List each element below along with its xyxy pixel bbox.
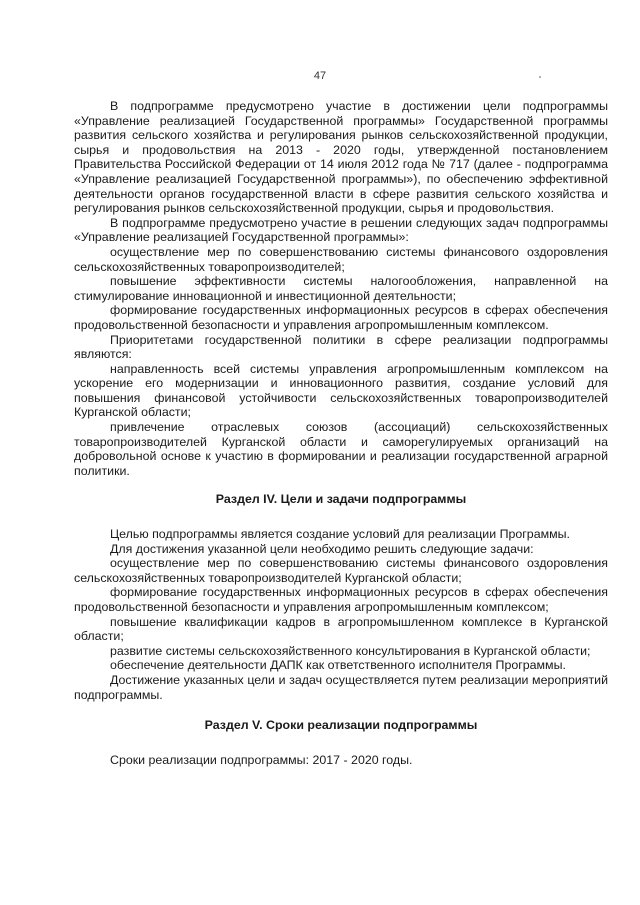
paragraph: Достижение указанных цели и задач осуществляется путем реализации мероприятий подпрограммы.: [74, 672, 608, 702]
paragraph: В подпрограмме предусмотрено участие в решении следующих задач подпрограммы «Управление реализацией Государственной программы»:: [74, 215, 608, 245]
list-item: осуществление мер по совершенствованию системы финансового оздоровления сельскохозяйственных товаропроизводителей;: [74, 244, 608, 274]
list-item: осуществление мер по совершенствованию системы финансового оздоровления сельскохозяйственных товаропроизводителей Курганской области;: [74, 556, 608, 585]
list-item: повышение квалификации кадров в агропромышленном комплексе в Курганской области;: [74, 614, 608, 644]
paragraph: Сроки реализации подпрограммы: 2017 - 2020 годы.: [110, 752, 413, 767]
section-heading-v: Раздел V. Сроки реализации подпрограммы: [204, 718, 478, 733]
paragraph: Для достижения указанной цели необходимо решить следующие задачи:: [110, 541, 534, 556]
list-item: формирование государственных информационных ресурсов в сферах обеспечения продовольственной безопасности и управления агропромышленным комплексом.: [74, 303, 608, 332]
document-body: [74, 99, 608, 767]
section-heading-iv: Раздел IV. Цели и задачи подпрограммы: [215, 492, 467, 507]
paragraph: Целью подпрограммы является создание условий для реализации Программы.: [110, 527, 570, 542]
paragraph: В подпрограмме предусмотрено участие в достижении цели подпрограммы «Управление реализацией Государственной программы» Государственной программы развития сельского хозяйства и регулирования рынков сельскохозяйственной продукции, сырья и продовольствия на 2013 - 2020 годы, утвержденной постановлением Правительства Российской Федерации от 14 июля 2012 года № 717 (далее - подпрограмма «Управление реализацией Государственной программы»), по обеспечению эффективной деятельности органов государственной власти в сфере развития сельского хозяйства и регулирования рынков сельскохозяйственной продукции, сырья и продовольствия.: [74, 99, 608, 216]
scan-speck: [539, 76, 541, 78]
list-item: формирование государственных информационных ресурсов в сферах обеспечения продовольственной безопасности и управления агропромышленным комплексом;: [74, 585, 608, 614]
list-item: привлечение отраслевых союзов (ассоциаций) сельскохозяйственных товаропроизводителей Курганской области и саморегулируемых организаций на добровольной основе к участию в формировании и реализации государственной аграрной политики.: [74, 420, 608, 478]
list-item: повышение эффективности системы налогообложения, направленной на стимулирование инновационной и инвестиционной деятельности;: [74, 274, 608, 303]
list-item: развитие системы сельскохозяйственного консультирования в Курганской области;: [110, 643, 591, 658]
list-item: направленность всей системы управления агропромышленным комплексом на ускорение его модернизации и инновационного развития, создание условий для повышения финансовой устойчивости сельскохозяйственных товаропроизводителей Курганской области;: [74, 361, 608, 420]
list-item: обеспечение деятельности ДАПК как ответственного исполнителя Программы.: [110, 658, 566, 673]
paragraph: Приоритетами государственной политики в сфере реализации подпрограммы являются:: [74, 332, 608, 362]
page-number: 47: [313, 70, 327, 82]
